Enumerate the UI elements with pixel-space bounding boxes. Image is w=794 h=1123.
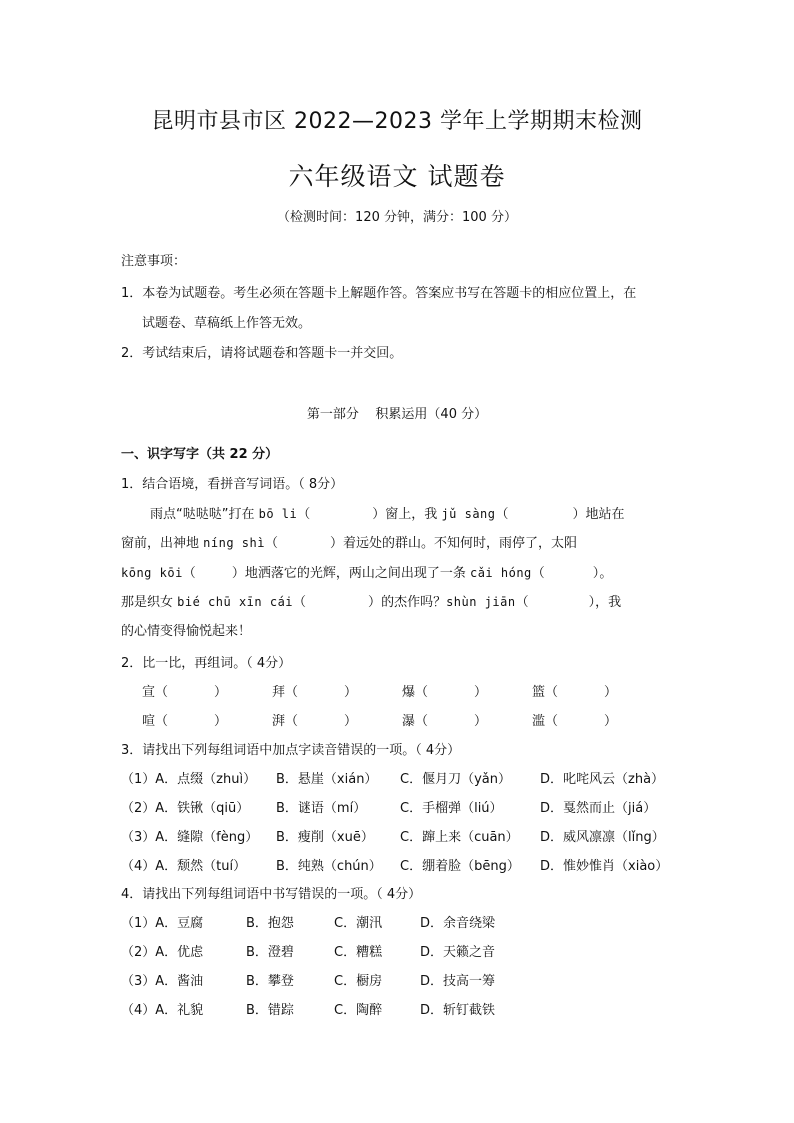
question-1-line: kōng kōi（ ）地洒落它的光辉，两山之间出现了一条 cǎi hóng（ ）。 [121, 566, 613, 581]
pinyin: bō li [258, 507, 298, 521]
option-c: C．蹿上来（cuān） [400, 830, 519, 845]
compare-char: 滥（ ） [532, 714, 618, 729]
pinyin: cǎi hóng [469, 566, 532, 580]
note-item: 1．本卷为试题卷。考生必须在答题卡上解题作答。答案应书写在答题卡的相应位置上，在 [121, 286, 637, 301]
compare-char: 拜（ ） [272, 685, 358, 700]
question-1-stem: 1．结合语境，看拼音写词语。（ 8分） [121, 477, 344, 492]
option-b: B．抱怨 [246, 916, 294, 931]
text: 着远处的群山。不知何时，雨停了，太阳 [342, 536, 577, 551]
option-b: B．瘦削（xuē） [276, 830, 374, 845]
text: 窗前，出神地 [121, 536, 200, 551]
pinyin: níng shì [203, 536, 265, 550]
compare-char: 湃（ ） [272, 714, 358, 729]
option-d: D．天籁之音 [420, 945, 496, 960]
text: 。 [599, 566, 613, 581]
question-4-stem: 4．请找出下列每组词语中书写错误的一项。（ 4分） [121, 887, 422, 902]
option-c: C．手榴弹（liú） [400, 801, 503, 816]
text: 窗上，我 [385, 507, 438, 522]
option-c: C．潮汛 [334, 916, 383, 931]
option-a: （3）A．缝隙（fèng） [121, 830, 259, 845]
option-c: C．偃月刀（yǎn） [400, 772, 511, 787]
text: 的杰作吗？ [381, 595, 447, 610]
text: 雨点“哒哒哒”打在 [150, 507, 255, 522]
option-a: （4）A．颓然（tuí） [121, 859, 247, 874]
exam-title: 昆明市县市区 2022—2023 学年上学期期末检测 [151, 109, 643, 134]
option-b: B．错踪 [246, 1003, 294, 1018]
pinyin: kōng kōi [121, 566, 183, 580]
option-a: （1）A．点缀（zhuì） [121, 772, 257, 787]
option-d: D．戛然而止（jiá） [540, 801, 657, 816]
text: ，我 [595, 595, 622, 610]
option-b: B．澄碧 [246, 945, 294, 960]
option-c: C．绷着脸（bēng） [400, 859, 520, 874]
section-heading: 一、识字写字（共 22 分） [121, 447, 279, 462]
char: 爆 [402, 685, 416, 700]
note-item: 试题卷、草稿纸上作答无效。 [142, 316, 312, 331]
option-a: （3）A．酱油 [121, 974, 204, 989]
question-1-line: 的心情变得愉悦起来！ [121, 624, 252, 639]
question-1-line: 雨点“哒哒哒”打在 bō li（ ）窗上，我 jǔ sàng（ ）地站在 [150, 507, 625, 522]
option-d: D．威风凛凛（lǐng） [540, 830, 665, 845]
char: 篮 [532, 685, 546, 700]
pinyin: bié chū xīn cái [177, 595, 294, 609]
notes-heading: 注意事项： [121, 254, 187, 269]
exam-subtitle: 六年级语文 试题卷 [288, 162, 506, 191]
question-3-stem: 3．请找出下列每组词语中加点字读音错误的一项。（ 4分） [121, 743, 461, 758]
char: 拜 [272, 685, 286, 700]
option-b: B．纯熟（chún） [276, 859, 382, 874]
exam-info: （检测时间：120 分钟，满分：100 分） [277, 210, 517, 225]
option-c: C．橱房 [334, 974, 383, 989]
compare-char: 爆（ ） [402, 685, 488, 700]
option-d: D．技高一筹 [420, 974, 496, 989]
option-a: （2）A．优虑 [121, 945, 204, 960]
text: 地洒落它的光辉，两山之间出现了一条 [244, 566, 466, 581]
option-b: B．谜语（mí） [276, 801, 367, 816]
question-1-line: 窗前，出神地 níng shì（ ）着远处的群山。不知何时，雨停了，太阳 [121, 536, 577, 551]
question-1-line: 那是织女 bié chū xīn cái（ ）的杰作吗？shùn jiān（ ），我 [121, 595, 622, 610]
compare-char: 喧（ ） [142, 714, 228, 729]
char: 喧 [142, 714, 156, 729]
text: 那是织女 [121, 595, 174, 610]
option-d: D．斩钉截铁 [420, 1003, 496, 1018]
pinyin: shùn jiān [446, 595, 516, 609]
compare-char: 篮（ ） [532, 685, 618, 700]
question-2-stem: 2．比一比，再组词。（ 4分） [121, 656, 292, 671]
text: 地站在 [585, 507, 625, 522]
pinyin: jǔ sàng [441, 507, 496, 521]
char: 滥 [532, 714, 546, 729]
compare-char: 宣（ ） [142, 685, 228, 700]
option-b: B．攀登 [246, 974, 294, 989]
char: 瀑 [402, 714, 416, 729]
option-d: D．余音绕梁 [420, 916, 496, 931]
note-item: 2．考试结束后，请将试题卷和答题卡一并交回。 [121, 346, 403, 361]
char: 湃 [272, 714, 286, 729]
part-title: 第一部分 积累运用（40 分） [306, 407, 488, 422]
option-d: D．叱咤风云（zhà） [540, 772, 665, 787]
option-a: （2）A．铁锹（qiū） [121, 801, 250, 816]
char: 宣 [142, 685, 156, 700]
option-d: D．惟妙惟肖（xiào） [540, 859, 669, 874]
option-c: C．糟糕 [334, 945, 383, 960]
option-b: B．悬崖（xián） [276, 772, 378, 787]
compare-char: 瀑（ ） [402, 714, 488, 729]
option-c: C．陶醉 [334, 1003, 383, 1018]
option-a: （4）A．礼貌 [121, 1003, 204, 1018]
option-a: （1）A．豆腐 [121, 916, 204, 931]
